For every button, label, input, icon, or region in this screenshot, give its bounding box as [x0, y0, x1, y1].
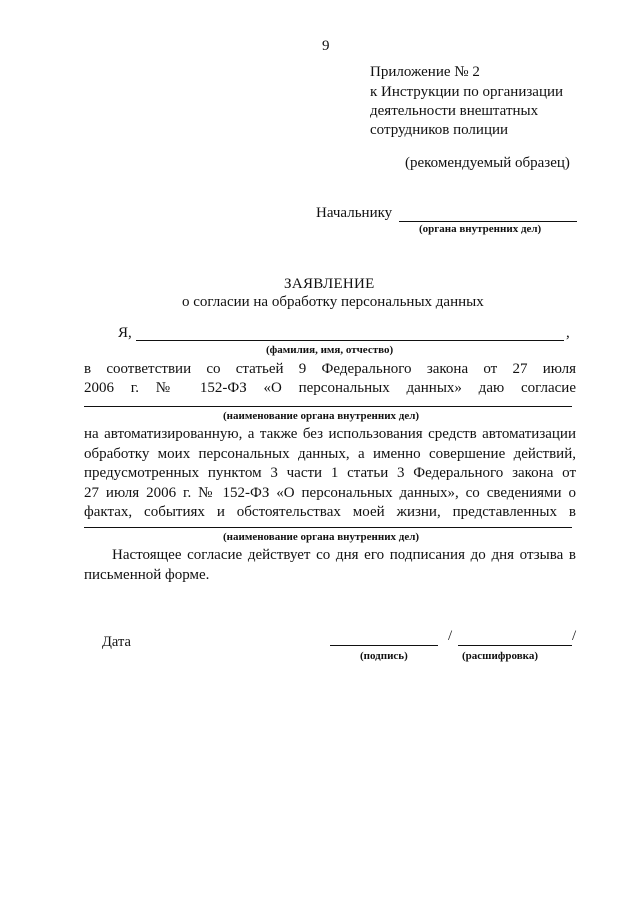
authority-caption-1: (наименование органа внутренних дел) — [223, 410, 420, 422]
transcript-line — [458, 645, 572, 646]
authority-caption-2: (наименование органа внутренних дел) — [223, 531, 420, 543]
declarant-caption: (фамилия, имя, отчество) — [266, 344, 394, 356]
declarant-prefix: Я, — [118, 325, 132, 341]
slash-left: / — [448, 628, 453, 644]
body-line-1: в соответствии со статьей 9 Федерального закона от 27 июля — [84, 361, 576, 377]
addressee-line — [399, 221, 577, 222]
body-line-2: 2006 г. № 152-ФЗ «О персональных данных» даю согласие — [84, 380, 576, 396]
document-title: ЗАЯВЛЕНИЕ — [284, 276, 375, 292]
validity-line-1: Настоящее согласие действует со дня его подписания до дня отзыва в — [112, 547, 576, 563]
appendix-line-1: Приложение № 2 — [370, 64, 480, 80]
appendix-line-4: сотрудников полиции — [370, 122, 509, 138]
document-subtitle: о согласии на обработку персональных данных — [182, 294, 484, 310]
appendix-line-3: деятельности внештатных — [370, 103, 539, 119]
appendix-line-2: к Инструкции по организации — [370, 84, 564, 100]
body-line-7: фактах, событиях и обстоятельствах моей жизни, представленных в — [84, 504, 576, 520]
addressee-caption: (органа внутренних дел) — [419, 223, 542, 235]
slash-right: / — [572, 628, 577, 644]
validity-line-2: письменной форме. — [84, 567, 210, 583]
recommended-sample: (рекомендуемый образец) — [405, 155, 570, 171]
declarant-name-line — [136, 340, 564, 341]
declarant-suffix: , — [566, 325, 570, 341]
signature-caption: (подпись) — [360, 650, 408, 662]
body-line-5: предусмотренных пунктом 3 части 1 статьи 3 Федерального закона от — [84, 465, 576, 481]
date-label: Дата — [102, 634, 131, 650]
signature-line — [330, 645, 438, 646]
body-line-4: обработку моих персональных данных, а именно совершение действий, — [84, 446, 576, 462]
page-number: 9 — [322, 38, 330, 54]
authority-line-2 — [84, 527, 572, 528]
authority-line-1 — [84, 406, 572, 407]
body-line-3: на автоматизированную, а также без использования средств автоматизации — [84, 426, 576, 442]
addressee-label: Начальнику — [316, 205, 393, 221]
body-line-6: 27 июля 2006 г. № 152-ФЗ «О персональных данных», со сведениями о — [84, 485, 576, 501]
transcript-caption: (расшифровка) — [462, 650, 539, 662]
